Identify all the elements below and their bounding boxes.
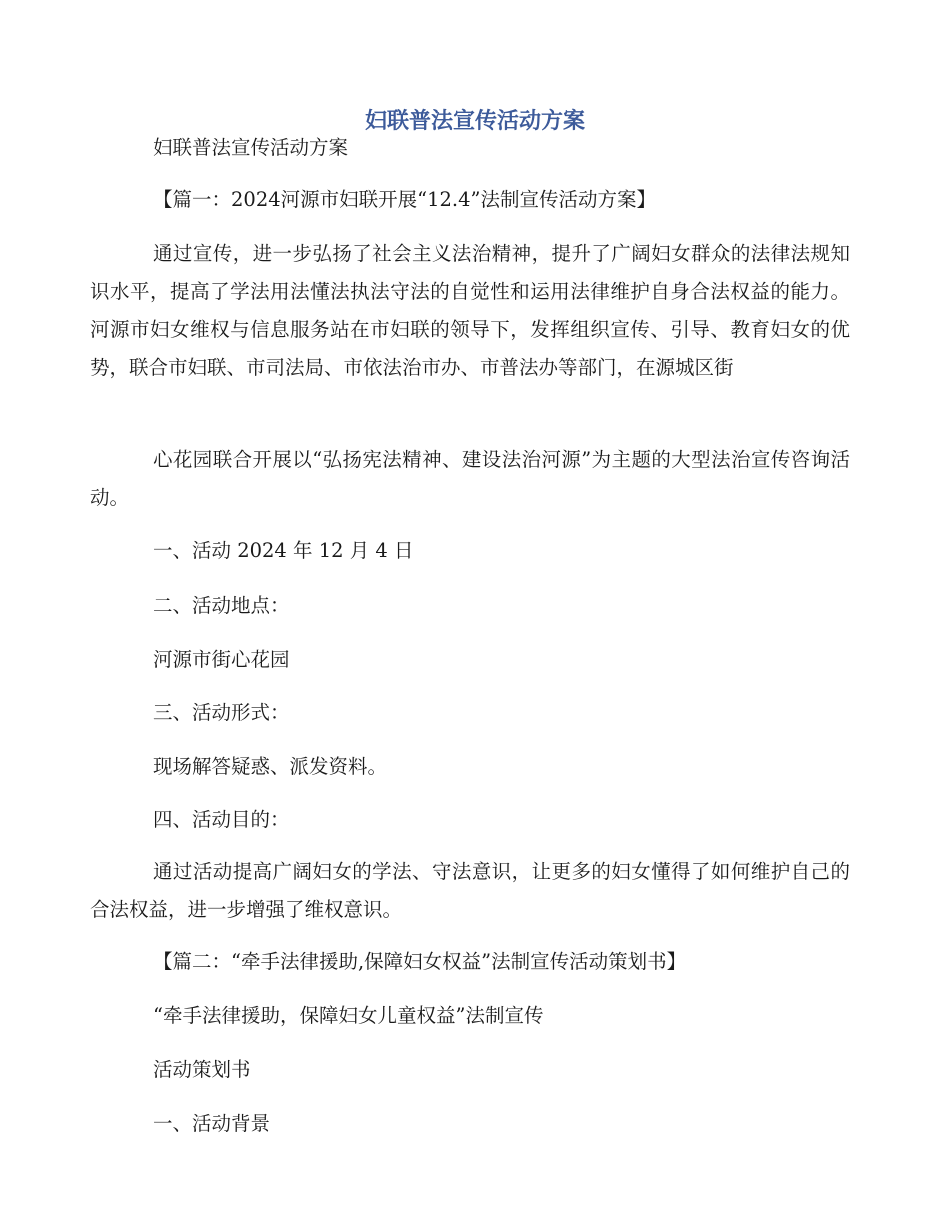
plan-title-line-2: 活动策划书 <box>153 1058 251 1081</box>
activity-time: 一、活动 2024 年 12 月 4 日 <box>153 539 414 562</box>
activity-purpose-heading: 四、活动目的： <box>153 808 290 831</box>
background-heading: 一、活动背景 <box>153 1112 271 1135</box>
activity-location: 河源市街心花园 <box>153 648 290 671</box>
section-heading-2: 【篇二：“牵手法律援助,保障妇女权益”法制宣传活动策划书】 <box>153 950 687 973</box>
activity-location-heading: 二、活动地点： <box>153 594 290 617</box>
body-paragraph-1: 通过宣传，进一步弘扬了社会主义法治精神，提升了广阔妇女群众的法律法规知识水平，提高了学法用法懂法执法守法的自觉性和运用法律维护自身合法权益的能力。河源市妇女维权与信息服务站在市妇联的领导下，发挥组织宣传、引导、教育妇女的优势，联合市妇联、市司法局、市依法治市办、市普法办等部门，在源城区街 <box>90 242 850 379</box>
activity-form-heading: 三、活动形式： <box>153 701 290 724</box>
subtitle-paragraph: 妇联普法宣传活动方案 <box>153 136 349 159</box>
plan-title-line-1: “牵手法律援助，保障妇女儿童权益”法制宣传 <box>153 1004 544 1027</box>
document-title: 妇联普法宣传活动方案 <box>364 108 585 134</box>
activity-form: 现场解答疑惑、派发资料。 <box>153 755 388 778</box>
activity-purpose: 通过活动提高广阔妇女的学法、守法意识，让更多的妇女懂得了如何维护自己的合法权益，进一步增强了维权意识。 <box>90 860 850 921</box>
body-paragraph-2: 心花园联合开展以“弘扬宪法精神、建设法治河源”为主题的大型法治宣传咨询活动。 <box>90 448 850 509</box>
section-heading-1: 【篇一：2024河源市妇联开展“12.4”法制宣传活动方案】 <box>153 188 656 211</box>
